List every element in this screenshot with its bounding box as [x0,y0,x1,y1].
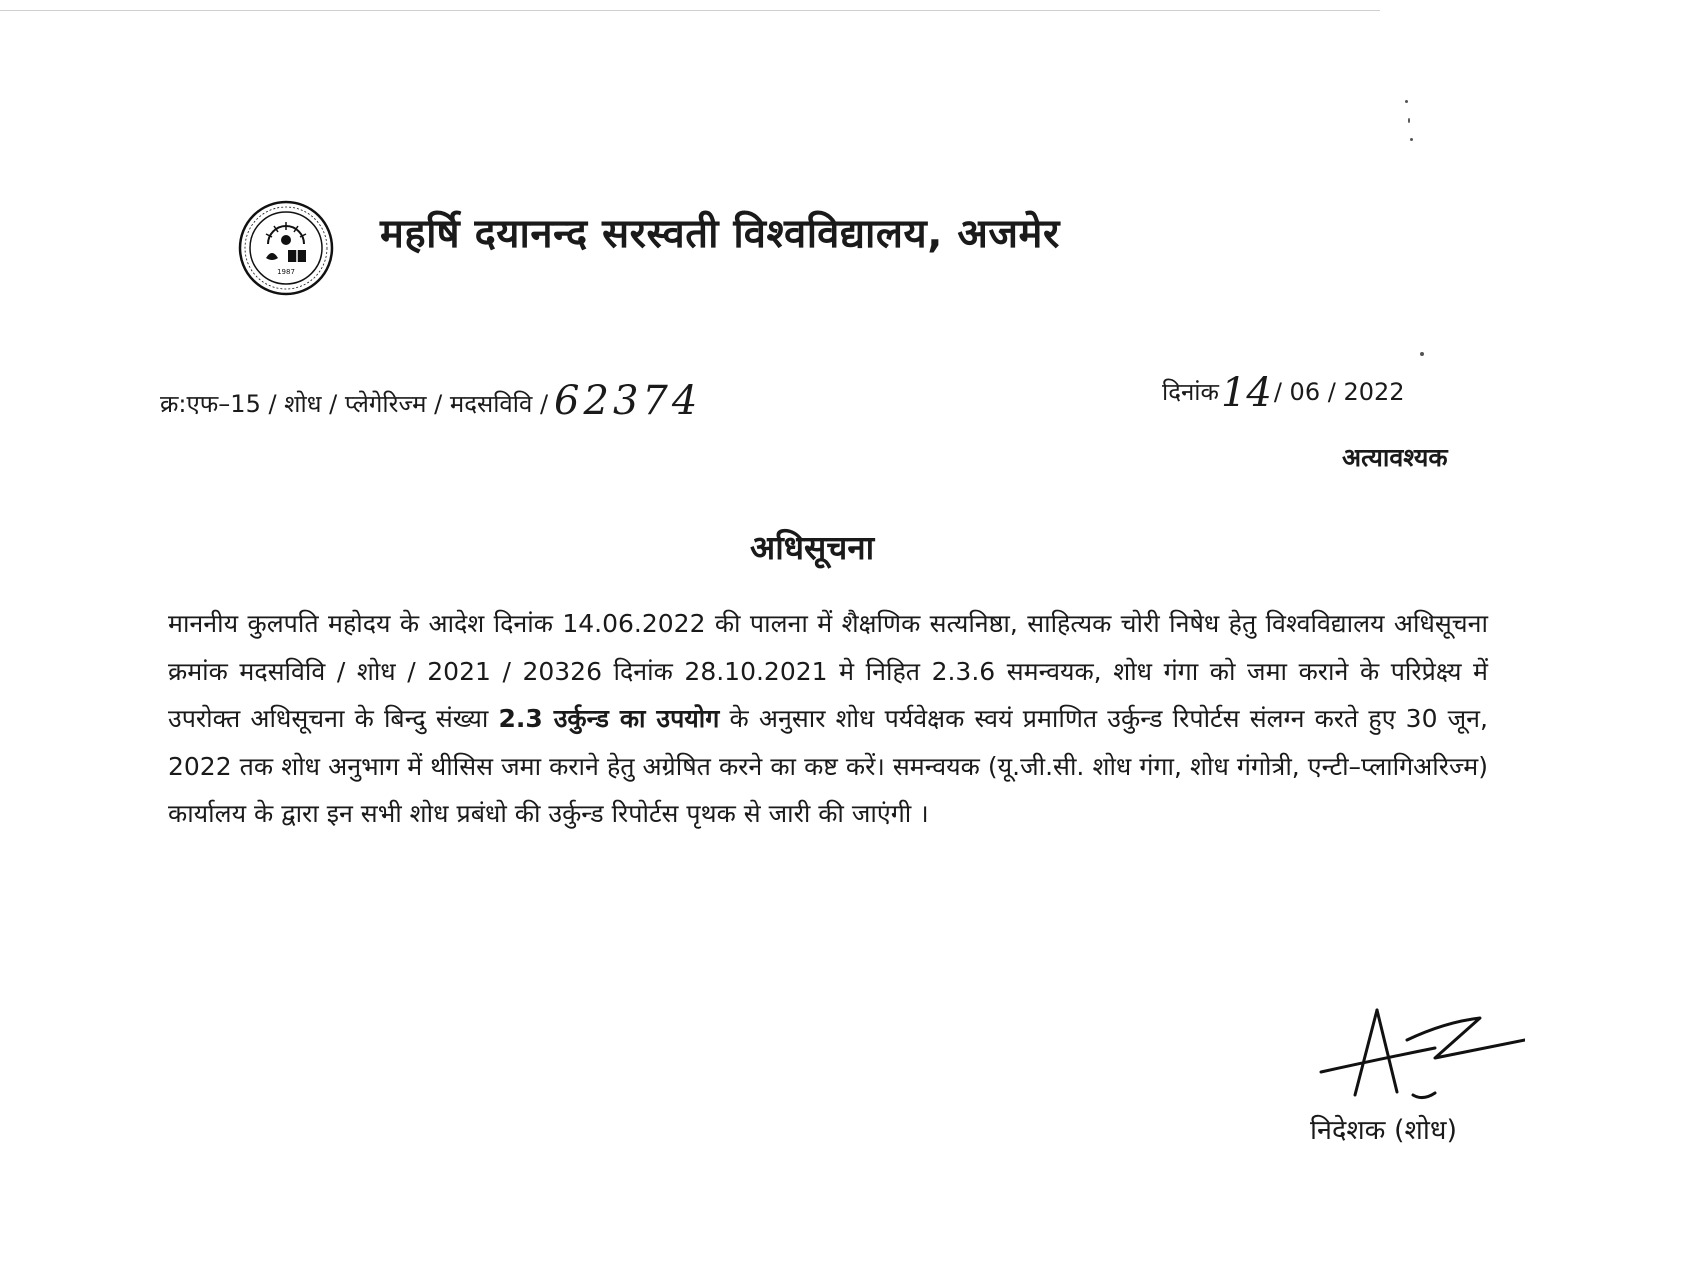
scan-edge-line [0,10,1380,11]
date-label: दिनांक [1162,378,1219,406]
notice-title: अधिसूचना [750,528,875,567]
scan-speck [1410,138,1413,141]
reference-prefix: क्र:एफ–15 / शोध / प्लेगेरिज्म / मदसविवि / [160,390,549,418]
body-part-1: माननीय कुलपति महोदय के आदेश दिनांक 14.06.2022 की पालना में शैक्षणिक सत्यनिष्ठा, साहित्यक चोरी निषेध हेतु विश्वविद्यालय अधिसूचना क्रमांक मदसविवि / शोध / 2021 / 20326 दिनांक 28.10.2021 मे निहित 2.3.6 समन्वयक, शोध गंगा को जमा कराने के परिप्रेक्ष्य में उपरोक्त अधिसूचना के बिन्दु संख्या [168,609,1488,734]
university-seal [238,200,334,296]
notice-body [168,600,1488,838]
designation: निदेशक (शोध) [1310,1115,1458,1146]
scan-speck [1405,100,1408,103]
reference-number-line [160,378,701,424]
reference-number: 62374 [554,378,702,424]
date-line [1162,370,1405,416]
body-part-2: के अनुसार शोध पर्यवेक्षक स्वयं प्रमाणित उर्कुन्ड रिपोर्टस संलग्न करते हुए 30 जून, 2022 तक शोध अनुभाग में थीसिस जमा कराने हेतु अग्रेषित करने का कष्ट करें। समन्वयक (यू.जी.सी. शोध गंगा, शोध गंगोत्री, एन्टी–प्लागिअरिज्म) कार्यालय के द्वारा इन सभी शोध प्रबंधो की उर्कुन्ड रिपोर्टस पृथक से जारी की जाएंगी । [168,704,1488,829]
seal-year: 1987 [277,268,295,276]
scan-speck [1420,352,1424,356]
urgency-label: अत्यावश्यक [1342,443,1448,472]
signature [1315,1000,1525,1110]
date-day: 14 [1220,370,1272,416]
body-bold-clause: 2.3 उर्कुन्ड का उपयोग [498,704,720,734]
university-name: महर्षि दयानन्द सरस्वती विश्वविद्यालय, अजमेर [380,211,1060,257]
scan-speck [1408,118,1410,123]
date-rest: / 06 / 2022 [1273,378,1405,406]
